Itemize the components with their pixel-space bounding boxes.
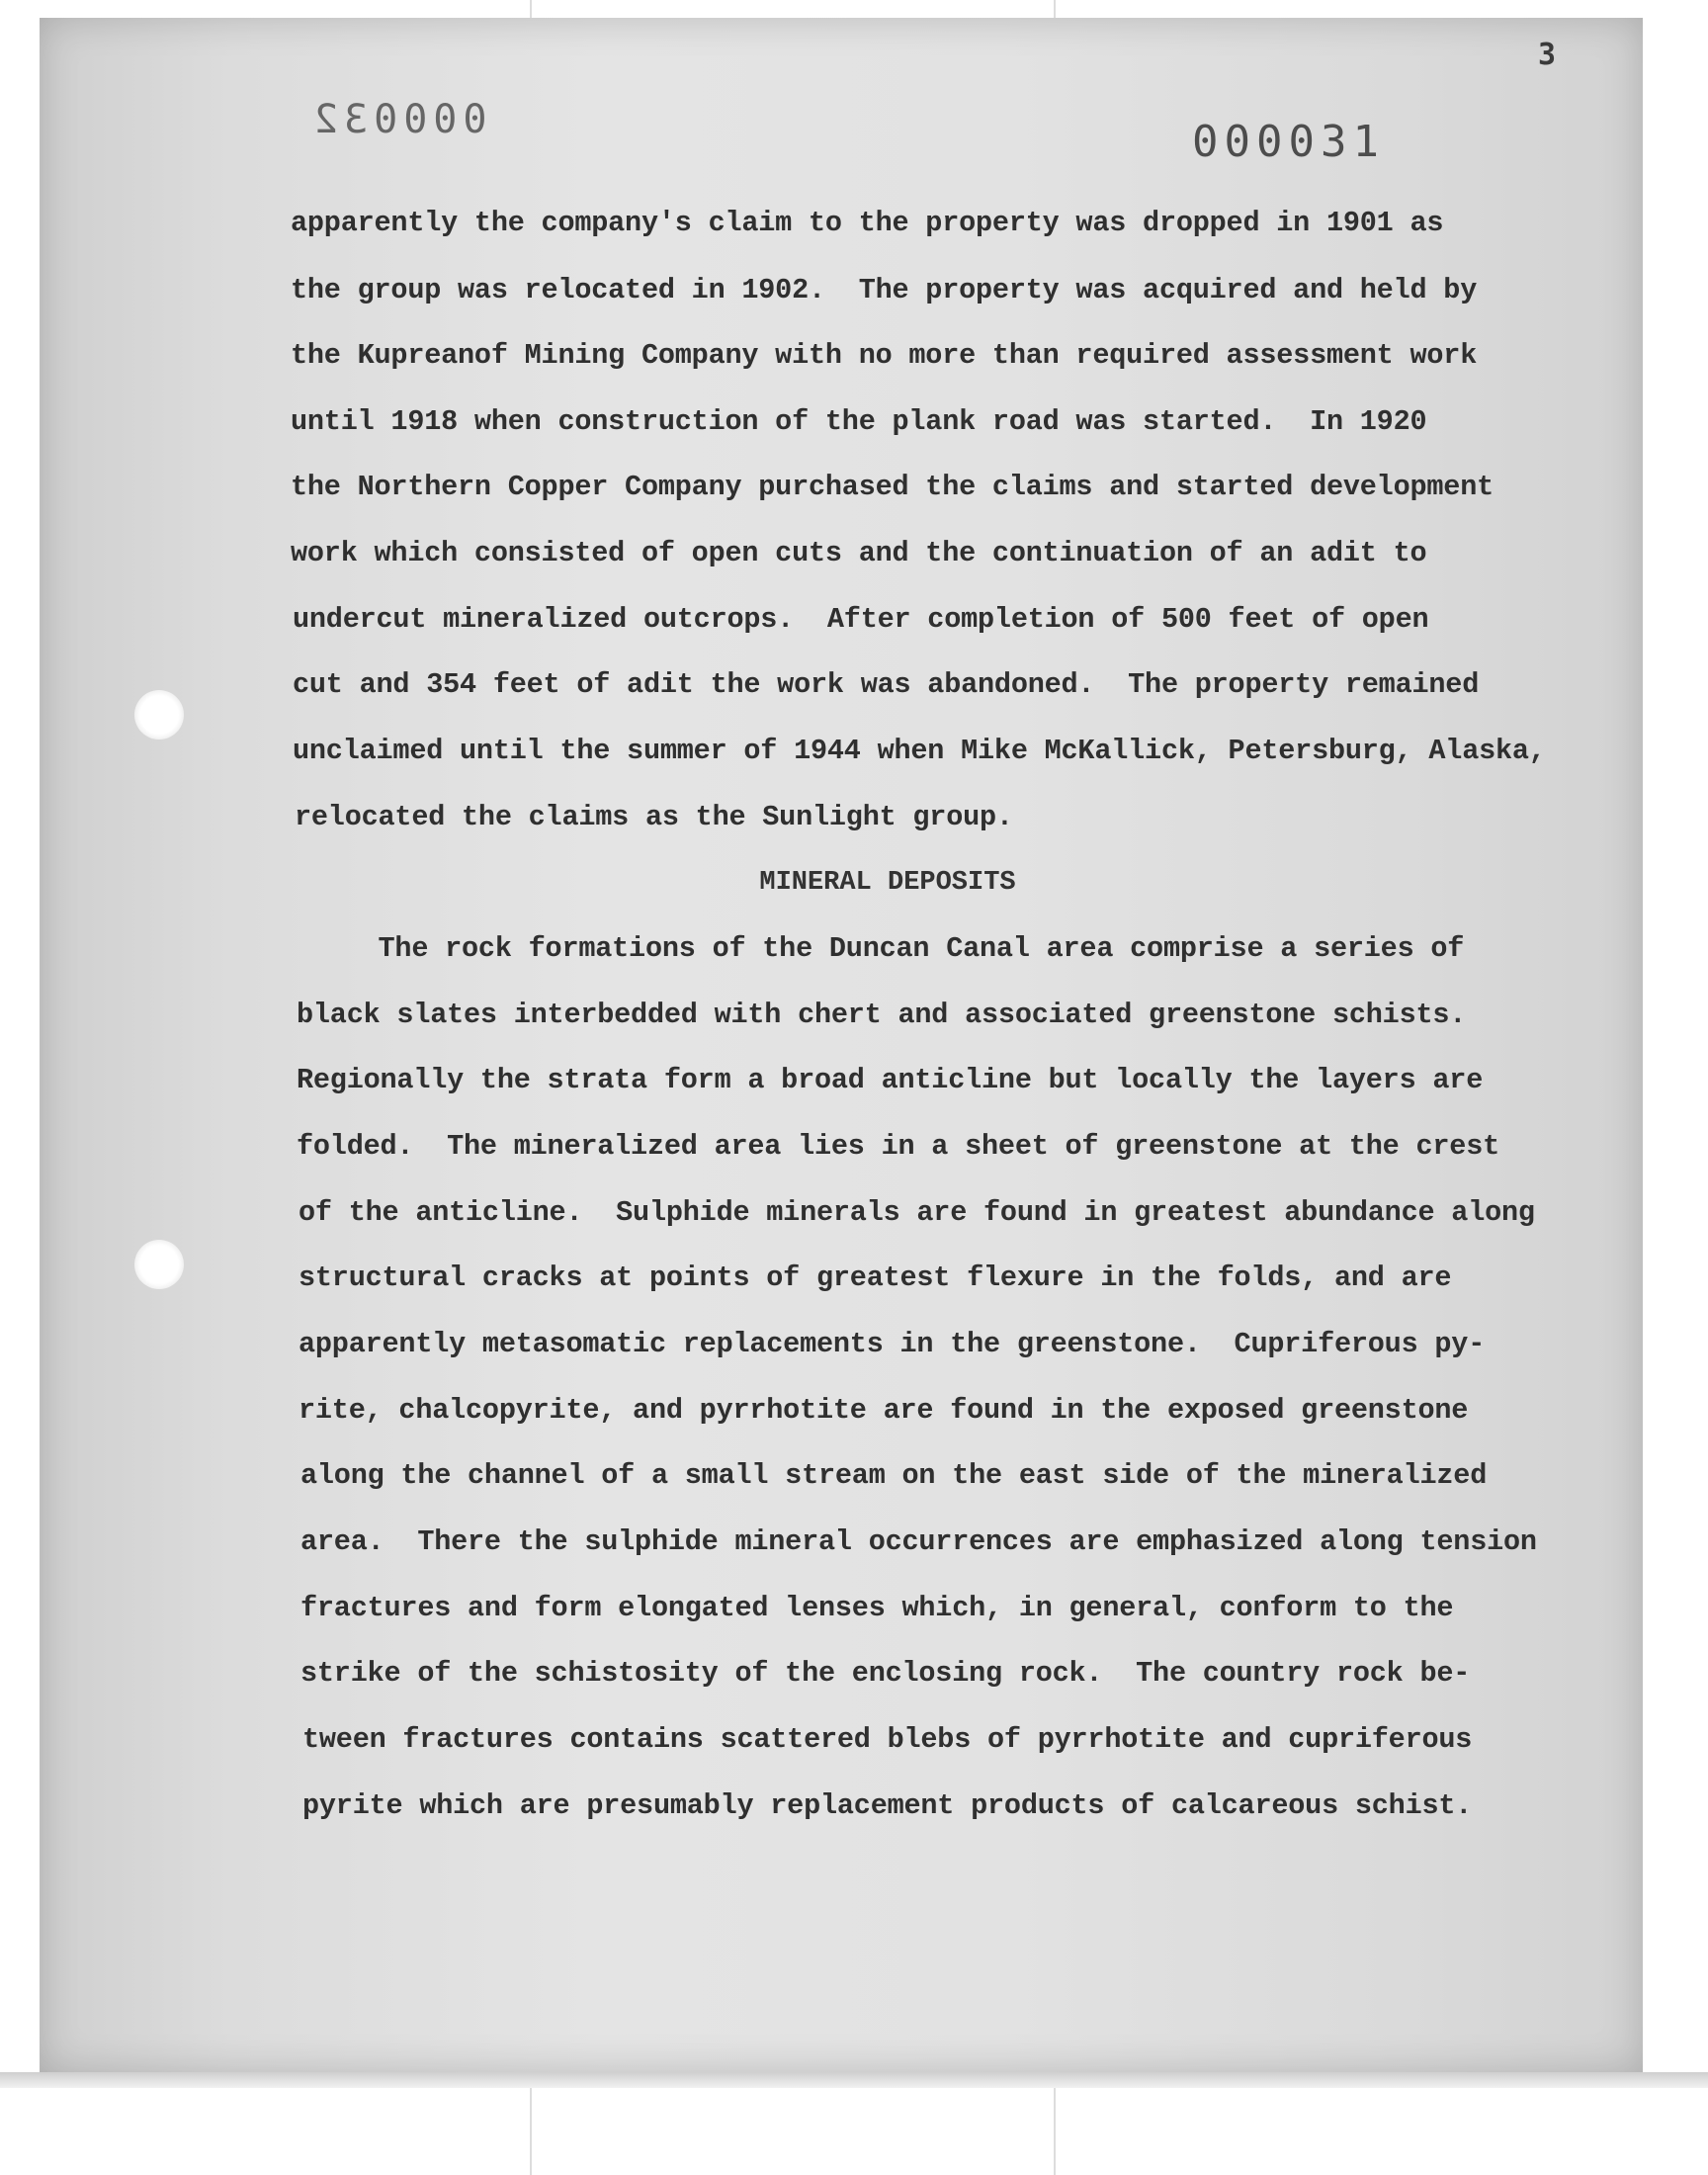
- text-line: black slates interbedded with chert and associated greenstone schists.: [297, 999, 1467, 1031]
- text-line: strike of the schistosity of the enclosing rock. The country rock be-: [300, 1657, 1471, 1690]
- page-number: 3: [1538, 38, 1557, 72]
- text-line: the Northern Copper Company purchased the claims and started development: [291, 471, 1494, 503]
- text-line: unclaimed until the summer of 1944 when Mike McKallick, Petersburg, Alaska,: [293, 735, 1546, 767]
- bates-stamp: 000031: [1192, 117, 1385, 167]
- text-line: The rock formations of the Duncan Canal area comprise a series of: [295, 932, 1465, 965]
- punch-hole: [134, 1240, 184, 1289]
- text-line: pyrite which are presumably replacement products of calcareous schist.: [302, 1789, 1473, 1822]
- text-line: along the channel of a small stream on the east side of the mineralized: [300, 1459, 1488, 1492]
- paper-sheet: [40, 18, 1643, 2072]
- bates-stamp-mirrored: 000032: [308, 97, 487, 142]
- text-line: structural cracks at points of greatest flexure in the folds, and are: [299, 1262, 1452, 1294]
- text-line: the Kupreanof Mining Company with no more than required assessment work: [291, 339, 1478, 372]
- text-line: the group was relocated in 1902. The property was acquired and held by: [291, 274, 1478, 306]
- text-line: Regionally the strata form a broad anticline but locally the layers are: [297, 1064, 1484, 1096]
- text-line: cut and 354 feet of adit the work was abandoned. The property remained: [293, 668, 1480, 701]
- text-line: folded. The mineralized area lies in a sheet of greenstone at the crest: [297, 1130, 1500, 1163]
- text-line: fractures and form elongated lenses which, in general, conform to the: [300, 1592, 1454, 1624]
- text-line: work which consisted of open cuts and the continuation of an adit to: [291, 537, 1427, 569]
- punch-hole: [134, 690, 184, 740]
- text-line: apparently metasomatic replacements in the greenstone. Cupriferous py-: [299, 1328, 1486, 1360]
- text-line: of the anticline. Sulphide minerals are found in greatest abundance along: [299, 1196, 1535, 1229]
- scan-edge: [0, 2072, 1708, 2088]
- text-line: rite, chalcopyrite, and pyrrhotite are found in the exposed greenstone: [299, 1394, 1469, 1427]
- text-line: apparently the company's claim to the property was dropped in 1901 as: [291, 207, 1444, 239]
- text-line: area. There the sulphide mineral occurrences are emphasized along tension: [300, 1525, 1537, 1558]
- section-heading: MINERAL DEPOSITS: [759, 868, 1016, 898]
- text-line: until 1918 when construction of the plank road was started. In 1920: [291, 405, 1427, 438]
- text-line: undercut mineralized outcrops. After completion of 500 feet of open: [293, 603, 1429, 636]
- text-line: tween fractures contains scattered blebs of pyrrhotite and cupriferous: [302, 1723, 1473, 1756]
- text-line: relocated the claims as the Sunlight group.: [295, 801, 1013, 833]
